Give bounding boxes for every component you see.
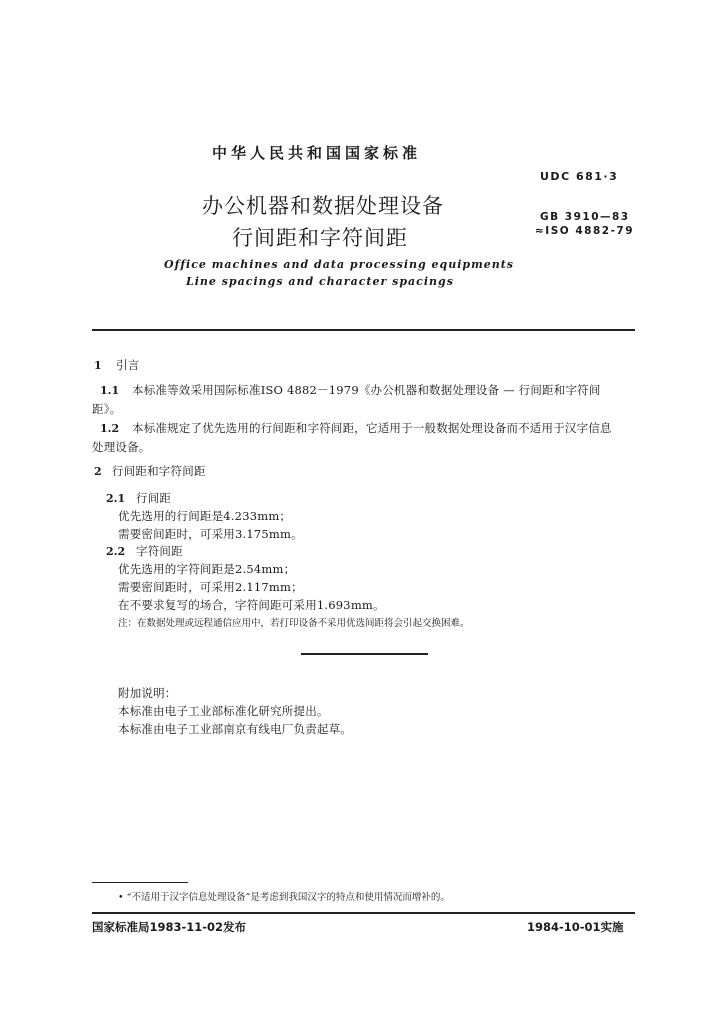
footer-divider: [92, 912, 635, 914]
header-divider: [92, 329, 635, 331]
clause-1-1-line2: 距》。: [92, 402, 122, 416]
clause-2-1-line2: 需要密间距时，可采用3.175mm。: [118, 527, 303, 541]
gb-standard-number: GB 3910—83: [540, 211, 630, 223]
clause-2-2-line3: 在不要求复写的场合，字符间距可采用1.693mm。: [118, 598, 385, 612]
clause-2-2-line2: 需要密间距时，可采用2.117mm；: [118, 580, 303, 594]
clause-2-2-heading: 字符间距: [136, 544, 183, 558]
issued-date: 国家标准局1983-11-02发布: [92, 920, 247, 934]
title-chinese-line2: 行间距和字符间距: [232, 226, 408, 250]
clause-1-2-line2: 处理设备。: [92, 440, 151, 454]
end-of-text-rule: [301, 653, 428, 655]
title-english-line2: Line spacings and character spacings: [186, 275, 454, 288]
footnote: • “不适用于汉字信息处理设备”是考虑到我国汉字的特点和使用情况而增补的。: [118, 892, 450, 903]
section-2-number: 2: [94, 465, 102, 478]
appendix-heading: 附加说明：: [118, 686, 177, 700]
clause-1-2-number: 1.2: [100, 422, 120, 435]
effective-date: 1984-10-01实施: [527, 920, 624, 934]
section-2-heading: 行间距和字符间距: [112, 464, 206, 478]
clause-2-2-note: 注：在数据处理或远程通信应用中，若打印设备不采用优选间距将会引起交换困难。: [118, 618, 470, 629]
appendix-line2: 本标准由电子工业部南京有线电厂负责起草。: [118, 722, 352, 736]
clause-1-1-line1: 本标准等效采用国际标准ISO 4882－1979《办公机器和数据处理设备 — 行间距和字符间: [132, 383, 601, 397]
clause-2-1-number: 2.1: [106, 492, 126, 505]
clause-1-2-line1: 本标准规定了优先选用的行间距和字符间距，它适用于一般数据处理设备而不适用于汉字信息: [132, 421, 612, 435]
appendix-line1: 本标准由电子工业部标准化研究所提出。: [118, 704, 329, 718]
title-english-line1: Office machines and data processing equipments: [164, 258, 514, 271]
udc-code: UDC 681·3: [540, 170, 619, 183]
iso-equivalent-number: ≈ISO 4882-79: [535, 225, 635, 237]
issuing-body-header: 中华人民共和国国家标准: [212, 144, 422, 162]
clause-2-2-line1: 优先选用的字符间距是2.54mm；: [118, 562, 296, 576]
section-1-number: 1: [94, 359, 102, 372]
clause-1-1-number: 1.1: [100, 384, 120, 397]
clause-2-1-heading: 行间距: [136, 491, 172, 505]
clause-2-2-number: 2.2: [106, 545, 126, 558]
section-1-heading: 引言: [116, 358, 140, 372]
clause-2-1-line1: 优先选用的行间距是4.233mm；: [118, 509, 292, 523]
footnote-rule: [92, 882, 188, 883]
title-chinese-line1: 办公机器和数据处理设备: [202, 194, 444, 218]
